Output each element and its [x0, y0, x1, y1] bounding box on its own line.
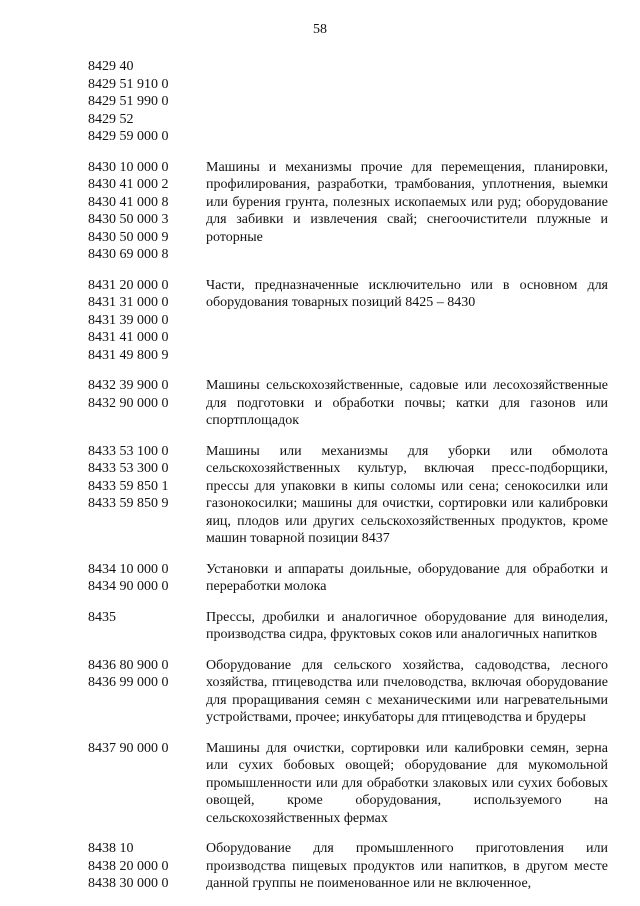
entry-codes [88, 657, 206, 727]
tariff-code: 8433 59 850 1 [88, 478, 169, 494]
page-number: 58 [313, 22, 327, 37]
entry-codes [88, 840, 206, 893]
tariff-code: 8434 10 000 0 [88, 561, 169, 577]
tariff-code: 8438 10 [88, 841, 134, 856]
tariff-code: 8436 80 900 0 [88, 657, 169, 673]
tariff-entry [88, 561, 608, 596]
tariff-code: 8430 41 000 8 [88, 194, 169, 210]
entry-codes [88, 561, 206, 596]
tariff-code: 8429 52 [88, 111, 134, 127]
tariff-entry [88, 609, 608, 644]
tariff-code: 8435 [88, 609, 116, 625]
entry-codes [88, 609, 206, 644]
entry-description: Машины или механизмы для уборки или обмолота сельскохозяйственных культур, включая пресс-подборщики, прессы для упаковки в кипы соломы или сена; сенокосилки или газонокосилки; машины для очистки, сортировки или калибровки яиц, плодов или других сельскохозяйственных продуктов, кроме машин товарной позиции 8437 [206, 443, 608, 546]
tariff-code: 8430 50 000 3 [88, 212, 169, 227]
tariff-code: 8432 39 900 0 [88, 378, 169, 393]
tariff-code: 8438 20 000 0 [88, 858, 169, 874]
entry-description: Машины для очистки, сортировки или калибровки семян, зерна или сухих бобовых овощей; оборудование для мукомольной промышленности или для обработки злаковых или сухих бобовых овощей, кроме оборудования, используемого на сельскохозяйственных фермах [206, 740, 608, 826]
tariff-code: 8429 40 [88, 59, 134, 74]
tariff-entry [88, 377, 608, 430]
tariff-entry [88, 740, 608, 828]
entry-description: Части, предназначенные исключительно или в основном для оборудования товарных позиций 8425 – 8430 [206, 277, 608, 310]
tariff-code: 8431 31 000 0 [88, 295, 169, 310]
tariff-code: 8429 51 910 0 [88, 76, 169, 92]
tariff-code: 8431 39 000 0 [88, 312, 169, 328]
entry-codes [88, 377, 206, 430]
entry-description: Машины сельскохозяйственные, садовые или лесохозяйственные для подготовки и обработки почвы; катки для газонов или спортплощадок [206, 378, 608, 428]
tariff-code: 8431 20 000 0 [88, 277, 169, 293]
tariff-entry [88, 657, 608, 727]
entry-description: Оборудование для промышленного приготовления или производства пищевых продуктов или напитков, в другом месте данной группы не поименованное или не включенное, [206, 841, 608, 891]
tariff-code: 8438 30 000 0 [88, 876, 169, 891]
tariff-code: 8430 41 000 2 [88, 177, 169, 192]
tariff-entry [88, 159, 608, 264]
entry-codes [88, 740, 206, 828]
tariff-code: 8430 10 000 0 [88, 159, 169, 175]
entry-codes [88, 159, 206, 264]
tariff-code: 8434 90 000 0 [88, 579, 169, 594]
entry-description: Установки и аппараты доильные, оборудование для обработки и переработки молока [206, 561, 608, 594]
entry-description: Прессы, дробилки и аналогичное оборудование для виноделия, производства сидра, фруктовых соков или аналогичных напитков [206, 609, 608, 642]
entry-description [206, 58, 608, 146]
tariff-code: 8437 90 000 0 [88, 740, 169, 756]
tariff-code: 8433 53 100 0 [88, 443, 169, 459]
tariff-code: 8436 99 000 0 [88, 675, 169, 690]
tariff-code: 8430 50 000 9 [88, 229, 169, 245]
entry-description: Машины и механизмы прочие для перемещения, планировки, профилирования, разработки, трамбования, уплотнения, выемки или бурения грунта, полезных ископаемых или руд; оборудование для забивки и извлечения свай; снегоочистители плужные и роторные [206, 159, 608, 245]
tariff-entry [88, 840, 608, 893]
tariff-code: 8431 49 800 9 [88, 347, 169, 363]
tariff-code: 8431 41 000 0 [88, 330, 169, 345]
entry-codes [88, 443, 206, 548]
entry-description: Оборудование для сельского хозяйства, садоводства, лесного хозяйства, птицеводства или пчеловодства, включая оборудование для проращивания семян с механическими или нагревательными устройствами, прочее; инкубаторы для птицеводства и брудеры [206, 657, 608, 725]
entry-codes [88, 58, 206, 146]
tariff-entry [88, 443, 608, 548]
tariff-code: 8429 59 000 0 [88, 129, 169, 144]
tariff-entry [88, 277, 608, 365]
tariff-code: 8430 69 000 8 [88, 247, 169, 262]
tariff-code: 8433 53 300 0 [88, 461, 169, 476]
tariff-code: 8432 90 000 0 [88, 395, 169, 411]
entry-codes [88, 277, 206, 365]
tariff-entries-list [88, 58, 608, 906]
tariff-code: 8433 59 850 9 [88, 496, 169, 511]
tariff-entry [88, 58, 608, 146]
tariff-code: 8429 51 990 0 [88, 94, 169, 109]
